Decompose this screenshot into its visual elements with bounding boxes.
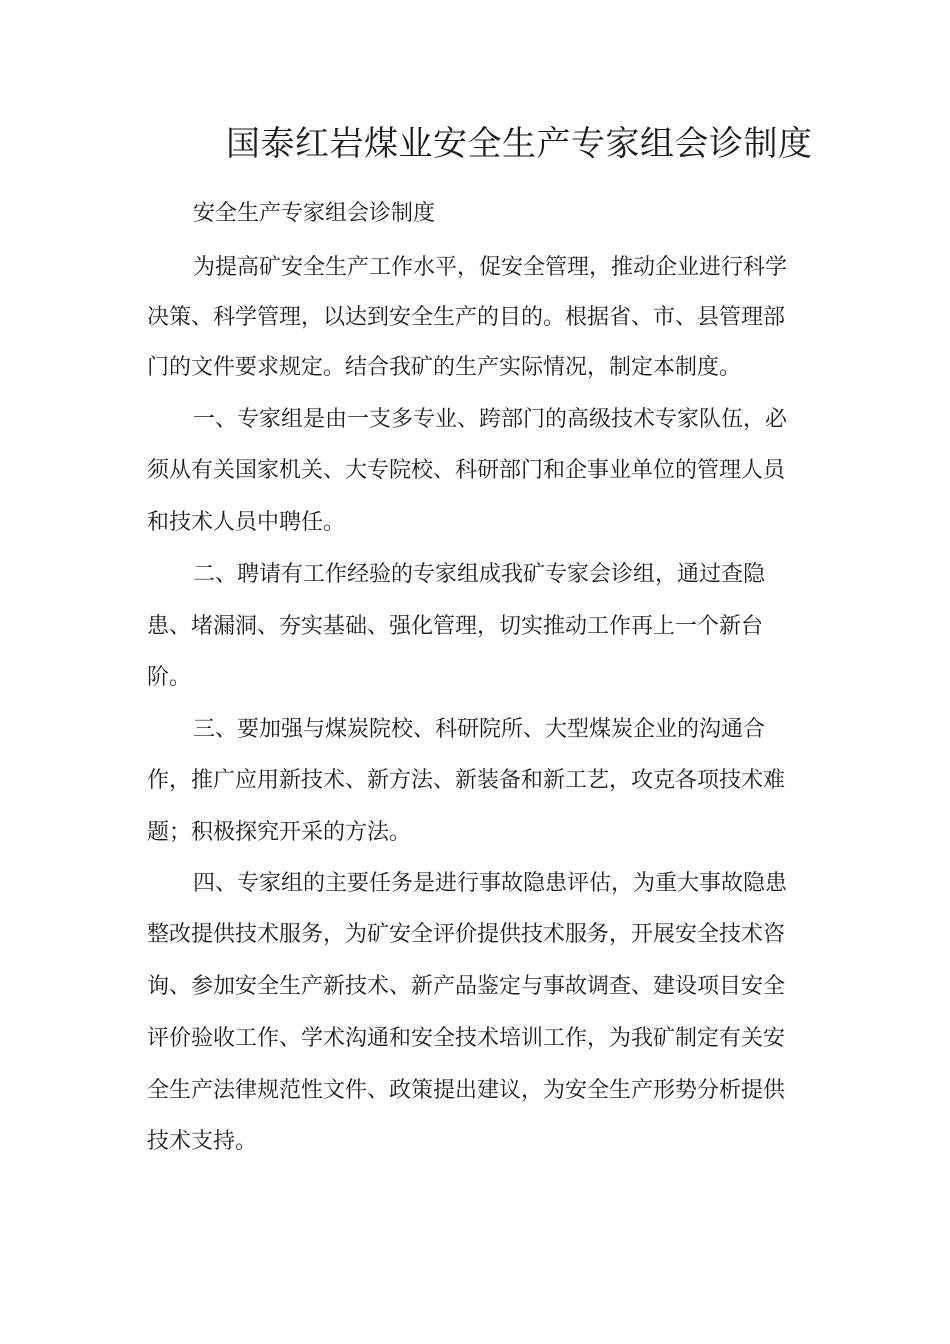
paragraph-2-line-3: 和技术人员中聘任。 bbox=[147, 510, 346, 535]
paragraph-3-line-3: 阶。 bbox=[147, 665, 192, 690]
paragraph-5-line-4: 评价验收工作、学术沟通和安全技术培训工作，为我矿制定有关安 bbox=[147, 1026, 786, 1051]
paragraph-2-line-2: 须从有关国家机关、大专院校、科研部门和企事业单位的管理人员 bbox=[147, 458, 786, 483]
paragraph-4-line-2: 作，推广应用新技术、新方法、新装备和新工艺，攻克各项技术难 bbox=[147, 768, 786, 793]
paragraph-5-line-3: 询、参加安全生产新技术、新产品鉴定与事故调查、建设项目安全 bbox=[147, 974, 786, 999]
paragraph-5-line-1: 四、专家组的主要任务是进行事故隐患评估，为重大事故隐患 bbox=[193, 871, 788, 896]
paragraph-1-line-2: 决策、科学管理，以达到安全生产的目的。根据省、市、县管理部 bbox=[147, 305, 786, 330]
paragraph-2-line-1: 一、专家组是由一支多专业、跨部门的高级技术专家队伍，必 bbox=[193, 407, 788, 432]
paragraph-3-line-1: 二、聘请有工作经验的专家组成我矿专家会诊组，通过查隐 bbox=[193, 562, 766, 587]
paragraph-1-line-3: 门的文件要求规定。结合我矿的生产实际情况，制定本制度。 bbox=[147, 355, 742, 380]
paragraph-5-line-5: 全生产法律规范性文件、政策提出建议，为安全生产形势分析提供 bbox=[147, 1078, 786, 1103]
paragraph-5-line-2: 整改提供技术服务，为矿安全评价提供技术服务，开展安全技术咨 bbox=[147, 922, 786, 947]
document-subtitle: 安全生产专家组会诊制度 bbox=[193, 201, 436, 226]
paragraph-3-line-2: 患、堵漏洞、夯实基础、强化管理，切实推动工作再上一个新台 bbox=[147, 614, 764, 639]
paragraph-4-line-1: 三、要加强与煤炭院校、科研院所、大型煤炭企业的沟通合 bbox=[193, 717, 766, 742]
paragraph-1-line-1: 为提高矿安全生产工作水平，促安全管理，推动企业进行科学 bbox=[193, 255, 788, 280]
paragraph-4-line-3: 题；积极探究开采的方法。 bbox=[147, 820, 412, 845]
paragraph-5-line-6: 技术支持。 bbox=[147, 1129, 258, 1154]
document-title: 国泰红岩煤业安全生产专家组会诊制度 bbox=[226, 124, 813, 164]
